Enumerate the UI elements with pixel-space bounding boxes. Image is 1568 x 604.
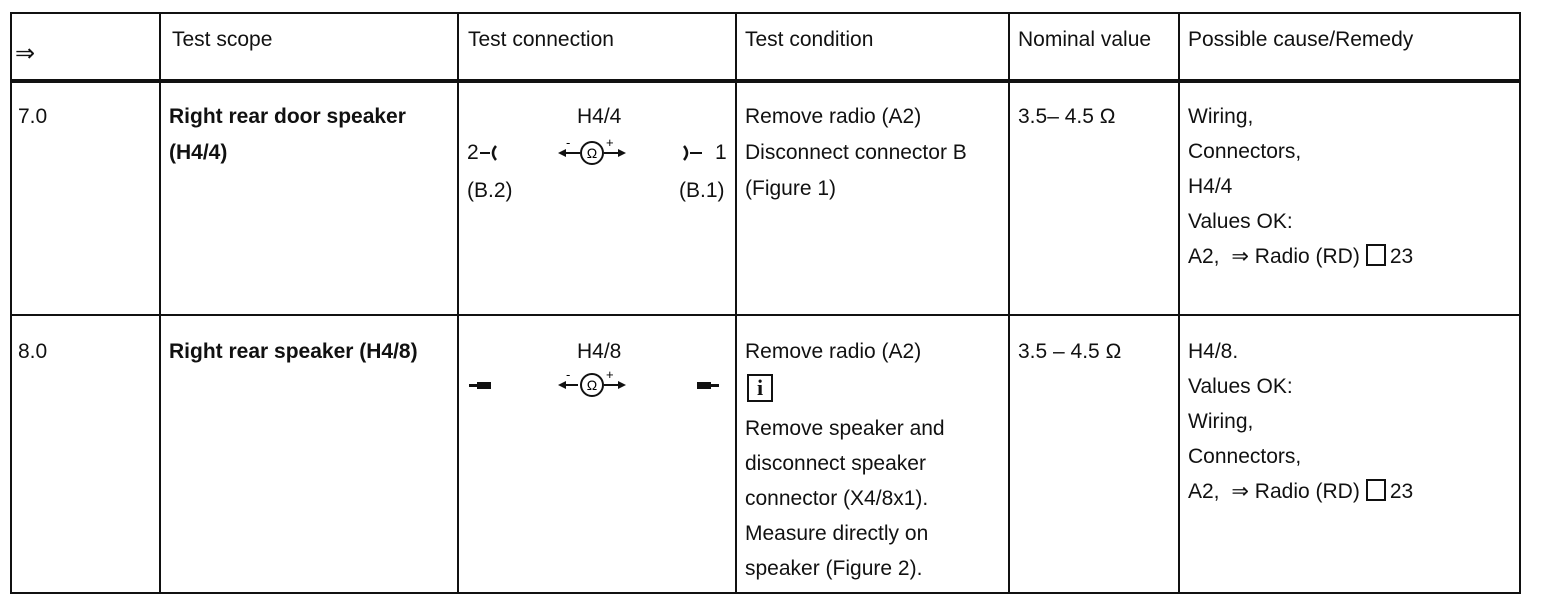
remedy-line: Values OK: [1188,210,1293,233]
remedy-line: Values OK: [1188,375,1293,398]
col-divider [457,14,459,592]
header-arrow: ⇒ [15,40,36,67]
page-reference-icon [1366,479,1386,501]
radio-reference-link[interactable]: ⇒ Radio (RD) [1231,480,1360,503]
info-icon: i [747,370,773,406]
condition-line: disconnect speaker [745,452,926,475]
test-scope-line: Right rear speaker (H4/8) [169,340,418,363]
header-divider [12,79,1519,83]
connection-label: H4/4 [577,105,622,128]
col-divider [159,14,161,592]
header-test-condition: Test condition [745,28,874,51]
svg-text:Ω: Ω [586,377,598,393]
remedy-component: A2, [1188,480,1220,503]
condition-line: Remove speaker and [745,417,945,440]
page-number: 23 [1389,245,1414,268]
page-reference-icon [1366,244,1386,266]
header-test-scope: Test scope [172,28,273,51]
step-number: 7.0 [18,105,48,128]
test-scope-line: (H4/4) [169,141,228,164]
row-divider [12,314,1519,316]
condition-line: Disconnect connector B [745,141,967,164]
col-divider [1178,14,1180,592]
left-pin-ref: (B.2) [467,179,513,202]
remedy-line: Connectors, [1188,140,1302,163]
remedy-link-line [1188,474,1413,510]
header-possible-cause: Possible cause/Remedy [1188,28,1414,51]
remedy-line: Wiring, [1188,105,1254,128]
step-number: 8.0 [18,340,48,363]
svg-text:-: - [566,138,571,150]
nominal-value: 3.5 – 4.5 Ω [1018,340,1122,363]
svg-text:+: + [606,138,614,150]
remedy-component: A2, [1188,245,1220,268]
svg-text:Ω: Ω [586,145,598,161]
remedy-line: Wiring, [1188,410,1254,433]
ohmmeter-symbol [467,370,727,406]
condition-line: Remove radio (A2) [745,340,922,363]
test-scope-line: Right rear door speaker [169,105,406,128]
condition-line: Measure directly on [745,522,929,545]
nominal-value: 3.5– 4.5 Ω [1018,105,1116,128]
connection-label: H4/8 [577,340,622,363]
svg-text:-: - [566,370,571,382]
right-pin: 1 [715,141,727,164]
test-table [10,12,1521,594]
condition-line: speaker (Figure 2). [745,557,923,580]
remedy-line: Connectors, [1188,445,1302,468]
ohmmeter-symbol [478,138,718,178]
remedy-link-line [1188,239,1413,275]
left-pin: 2 [467,141,479,164]
remedy-line: H4/4 [1188,175,1233,198]
remedy-line: H4/8. [1188,340,1239,363]
svg-text:+: + [606,370,614,382]
col-divider [735,14,737,592]
right-pin-ref: (B.1) [679,179,725,202]
page-number: 23 [1389,480,1414,503]
condition-line: Remove radio (A2) [745,105,922,128]
condition-line: connector (X4/8x1). [745,487,929,510]
header-test-connection: Test connection [468,28,614,51]
header-nominal-value: Nominal value [1018,28,1152,51]
radio-reference-link[interactable]: ⇒ Radio (RD) [1231,245,1360,268]
condition-line: (Figure 1) [745,177,837,200]
col-divider [1008,14,1010,592]
